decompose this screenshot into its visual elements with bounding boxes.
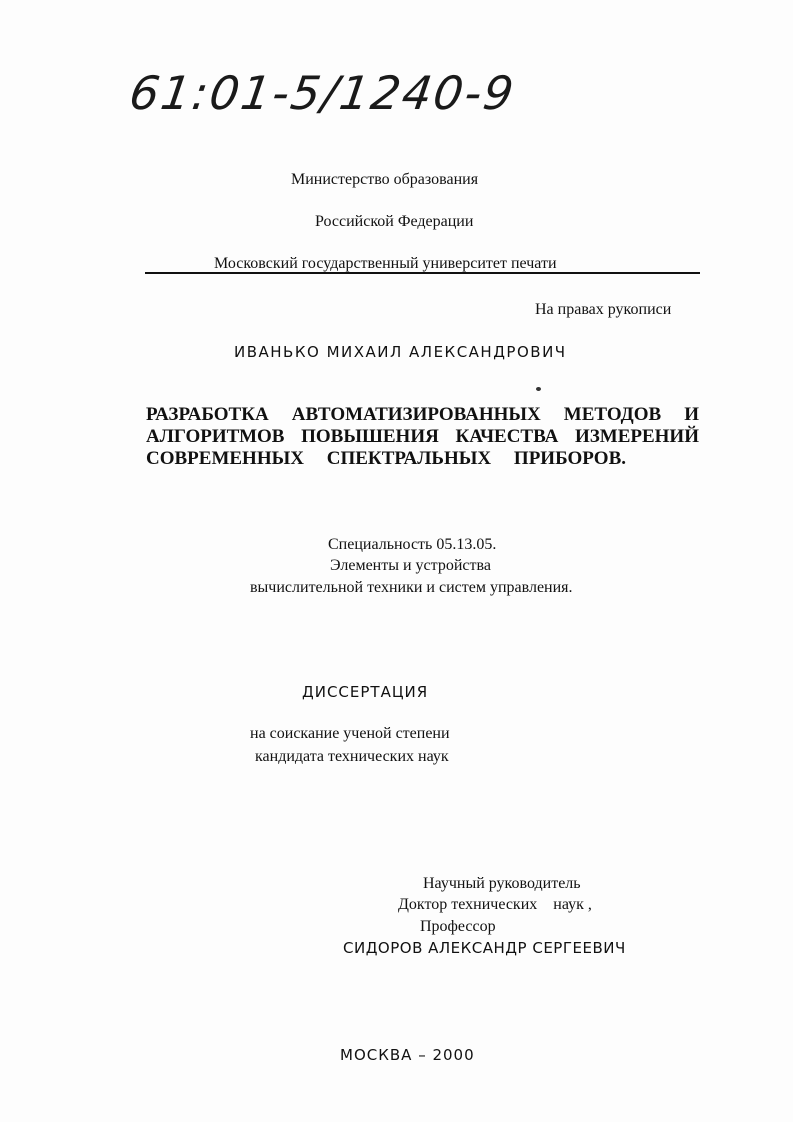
- university-name: Московский государственный университет печати: [214, 255, 557, 272]
- ministry-line-1: Министерство образования: [291, 171, 479, 188]
- city-year: МОСКВА – 2000: [340, 1046, 475, 1064]
- supervisor-degree: Доктор технических наук ,: [398, 896, 592, 913]
- header-divider: [145, 272, 700, 274]
- dissertation-heading: ДИССЕРТАЦИЯ: [302, 683, 429, 701]
- supervisor-title: Профессор: [420, 918, 496, 935]
- supervisor-name: СИДОРОВ АЛЕКСАНДР СЕРГЕЕВИЧ: [343, 939, 626, 957]
- title-line-2: АЛГОРИТМОВ ПОВЫШЕНИЯ КАЧЕСТВА ИЗМЕРЕНИЙ: [146, 426, 699, 447]
- archive-stamp: 61:01-5/1240-9: [126, 66, 519, 120]
- title-line-3: СОВРЕМЕННЫХ СПЕКТРАЛЬНЫХ ПРИБОРОВ.: [146, 448, 626, 469]
- specialty-code: Специальность 05.13.05.: [328, 536, 497, 553]
- ministry-line-2: Российской Федерации: [315, 213, 474, 230]
- supervisor-label: Научный руководитель: [423, 875, 581, 892]
- manuscript-rights: На правах рукописи: [535, 301, 672, 318]
- specialty-name-2: вычислительной техники и систем управления.: [250, 579, 573, 596]
- degree-line-2: кандидата технических наук: [255, 748, 449, 765]
- degree-line-1: на соискание ученой степени: [250, 725, 450, 742]
- scan-speck: [536, 387, 541, 391]
- specialty-name-1: Элементы и устройства: [330, 557, 491, 574]
- title-line-1: РАЗРАБОТКА АВТОМАТИЗИРОВАННЫХ МЕТОДОВ И: [146, 404, 699, 425]
- author-name: ИВАНЬКО МИХАИЛ АЛЕКСАНДРОВИЧ: [234, 343, 567, 361]
